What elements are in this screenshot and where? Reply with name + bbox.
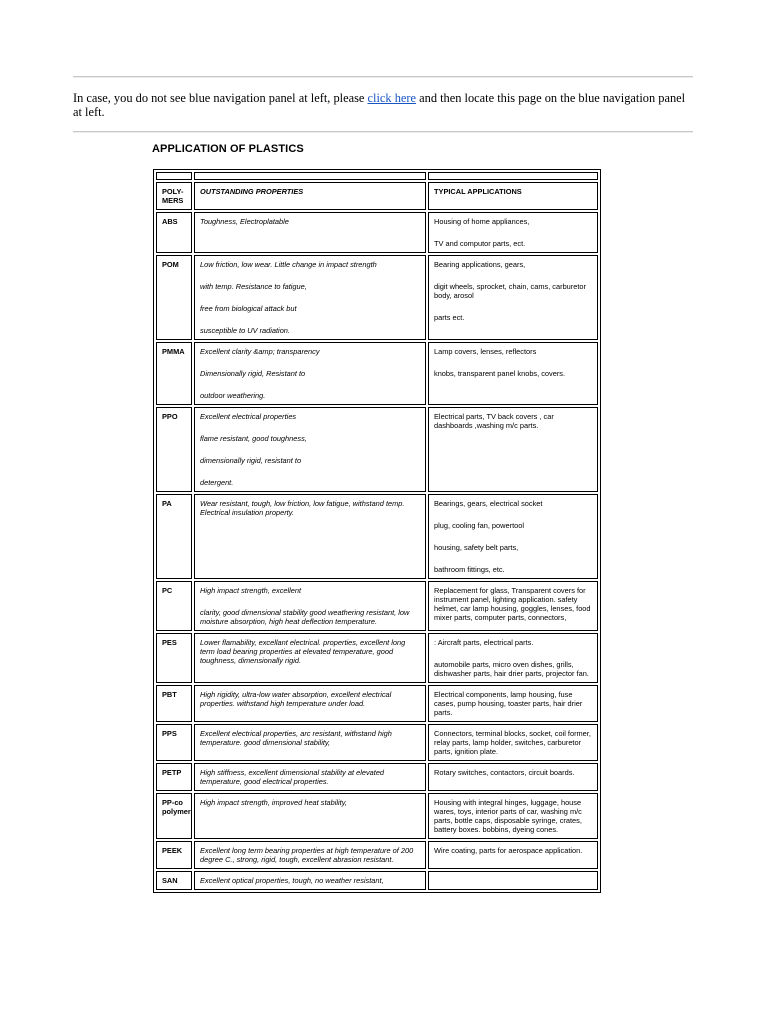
applications-cell (428, 793, 598, 839)
table-row (156, 763, 598, 791)
properties-cell (194, 581, 426, 631)
property-line: Excellent electrical properties (200, 412, 297, 421)
navigation-notice (73, 91, 695, 119)
plastics-table-container (153, 169, 601, 959)
properties-cell (194, 841, 426, 869)
application-line: parts ect. (434, 313, 465, 322)
property-line: susceptible to UV radiation. (200, 326, 290, 335)
property-line: clarity, good dimensional stability good weathering resistant, low moisture absorption, high heat deflection temperature. (200, 608, 410, 626)
application-line: plug, cooling fan, powertool (434, 521, 524, 530)
page-title: APPLICATION OF PLASTICS (152, 143, 304, 155)
application-line: housing, safety belt parts, (434, 543, 519, 552)
line-gap (434, 552, 593, 565)
line-gap (434, 530, 593, 543)
application-line: knobs, transparent panel knobs, covers. (434, 369, 566, 378)
application-line: Electrical parts, TV back covers , car dashboards ,washing m/c parts. (434, 412, 554, 430)
applications-cell (428, 841, 598, 869)
polymer-cell: PPO (156, 407, 192, 492)
application-line: digit wheels, sprocket, chain, cams, carburetor body, arosol (434, 282, 586, 300)
polymer-cell: PPS (156, 724, 192, 761)
table-header-row (156, 182, 598, 210)
property-line: Dimensionally rigid, Resistant to (200, 369, 306, 378)
plastics-table (153, 169, 601, 893)
properties-cell (194, 255, 426, 340)
header-applications: TYPICAL APPLICATIONS (428, 182, 598, 210)
table-row (156, 724, 598, 761)
table-row (156, 841, 598, 869)
property-line: Excellent long term bearing properties at high temperature of 200 degree C., strong, rigid, tough, excellent abrasion resistant. (200, 846, 414, 864)
applications-cell (428, 685, 598, 722)
spacer-cell (428, 172, 598, 180)
applications-cell (428, 212, 598, 253)
property-line: High rigidity, ultra-low water absorption, excellent electrical properties. withstand high temperature under load. (200, 690, 392, 708)
properties-cell (194, 724, 426, 761)
application-line: Bearings, gears, electrical socket (434, 499, 543, 508)
table-row (156, 871, 598, 890)
applications-cell (428, 494, 598, 579)
header-properties: OUTSTANDING PROPERTIES (194, 182, 426, 210)
line-gap (434, 508, 593, 521)
top-divider (73, 76, 693, 78)
table-row (156, 633, 598, 683)
polymer-cell: POM (156, 255, 192, 340)
line-gap (200, 595, 421, 608)
polymer-cell: PEEK (156, 841, 192, 869)
applications-cell (428, 724, 598, 761)
application-line: Electrical components, lamp housing, fuse cases, pump housing, toaster parts, hair drier parts. (434, 690, 583, 717)
applications-cell (428, 342, 598, 405)
table-row (156, 255, 598, 340)
application-line: Rotary switches, contactors, circuit boards. (434, 768, 575, 777)
property-line: Low friction, low wear. Little change in impact strength (200, 260, 377, 269)
line-gap (434, 647, 593, 660)
polymer-cell: PC (156, 581, 192, 631)
bottom-divider (73, 131, 693, 133)
notice-text-before: In case, you do not see blue navigation panel at left, please (73, 91, 368, 105)
table-row (156, 685, 598, 722)
polymer-cell: PES (156, 633, 192, 683)
application-line: : Aircraft parts, electrical parts. (434, 638, 534, 647)
line-gap (200, 356, 421, 369)
properties-cell (194, 212, 426, 253)
polymer-cell: PMMA (156, 342, 192, 405)
properties-cell (194, 494, 426, 579)
property-line: Toughness, Electroplatable (200, 217, 289, 226)
line-gap (434, 356, 593, 369)
properties-cell (194, 633, 426, 683)
polymer-cell: SAN (156, 871, 192, 890)
applications-cell (428, 255, 598, 340)
applications-cell (428, 871, 598, 890)
application-line: Wire coating, parts for aerospace application. (434, 846, 583, 855)
application-line: Lamp covers, lenses, reflectors (434, 347, 537, 356)
property-line: Excellent optical properties, tough, no weather resistant, (200, 876, 384, 885)
properties-cell (194, 763, 426, 791)
property-line: with temp. Resistance to fatigue, (200, 282, 307, 291)
click-here-link[interactable]: click here (367, 91, 417, 105)
line-gap (434, 226, 593, 239)
spacer-cell (194, 172, 426, 180)
application-line: Housing with integral hinges, luggage, house wares, toys, interior parts of car, washing m/c parts, bottle caps, disposable syringe, crates, battery boxes. bobbins, dyeing cones. (434, 798, 582, 834)
applications-cell (428, 407, 598, 492)
line-gap (200, 291, 421, 304)
line-gap (200, 421, 421, 434)
polymer-cell: ABS (156, 212, 192, 253)
line-gap (434, 269, 593, 282)
property-line: High impact strength, excellent (200, 586, 302, 595)
property-line: Wear resistant, tough, low friction, low fatigue, withstand temp. Electrical insulation property. (200, 499, 405, 517)
table-row (156, 494, 598, 579)
spacer-cell (156, 172, 192, 180)
property-line: outdoor weathering. (200, 391, 266, 400)
header-polymers: POLY-MERS (156, 182, 192, 210)
polymer-cell: PP-co polymer (156, 793, 192, 839)
line-gap (200, 378, 421, 391)
properties-cell (194, 342, 426, 405)
line-gap (200, 313, 421, 326)
application-line: TV and computor parts, ect. (434, 239, 526, 248)
table-row (156, 793, 598, 839)
application-line: Replacement for glass, Transparent covers for instrument panel, lighting application. safety helmet, car lamp housing, goggles, lenses, food mixer parts, computer parts, connectors, (434, 586, 591, 622)
property-line: High stiffness, excellent dimensional stability at elevated temperature, good electrical properties. (200, 768, 385, 786)
polymer-cell: PA (156, 494, 192, 579)
table-row (156, 581, 598, 631)
properties-cell (194, 871, 426, 890)
polymer-cell: PBT (156, 685, 192, 722)
property-line: dimensionally rigid, resistant to (200, 456, 302, 465)
property-line: Excellent electrical properties, arc resistant, withstand high temperature. good dimensional stability, (200, 729, 392, 747)
application-line: Housing of home appliances, (434, 217, 530, 226)
property-line: High impact strength, improved heat stability, (200, 798, 347, 807)
properties-cell (194, 685, 426, 722)
table-row (156, 212, 598, 253)
application-line: automobile parts, micro oven dishes, grills, dishwasher parts, hair drier parts, projector fan. (434, 660, 589, 678)
application-line: Bearing applications, gears, (434, 260, 526, 269)
polymer-cell: PETP (156, 763, 192, 791)
property-line: flame resistant, good toughness, (200, 434, 307, 443)
table-row (156, 342, 598, 405)
property-line: free from biological attack but (200, 304, 297, 313)
line-gap (200, 269, 421, 282)
property-line: detergent. (200, 478, 234, 487)
applications-cell (428, 633, 598, 683)
properties-cell (194, 793, 426, 839)
notice-text-after: and then locate this page on the blue navigation panel at left. (73, 91, 686, 119)
line-gap (200, 465, 421, 478)
application-line: bathroom fittings, etc. (434, 565, 505, 574)
application-line: Connectors, terminal blocks, socket, coil former, relay parts, lamp holder, switches, carburetor parts, ignition plate. (434, 729, 591, 756)
line-gap (434, 300, 593, 313)
property-line: Lower flamability, excellant electrical. properties, excellent long term load bearing properties at elevated temperature, good toughness, dimensionally rigid. (200, 638, 406, 665)
line-gap (200, 443, 421, 456)
table-spacer-row (156, 172, 598, 180)
table-row (156, 407, 598, 492)
properties-cell (194, 407, 426, 492)
property-line: Excellent clarity &amp; transparency (200, 347, 320, 356)
applications-cell (428, 763, 598, 791)
application-line (434, 876, 593, 885)
applications-cell (428, 581, 598, 631)
